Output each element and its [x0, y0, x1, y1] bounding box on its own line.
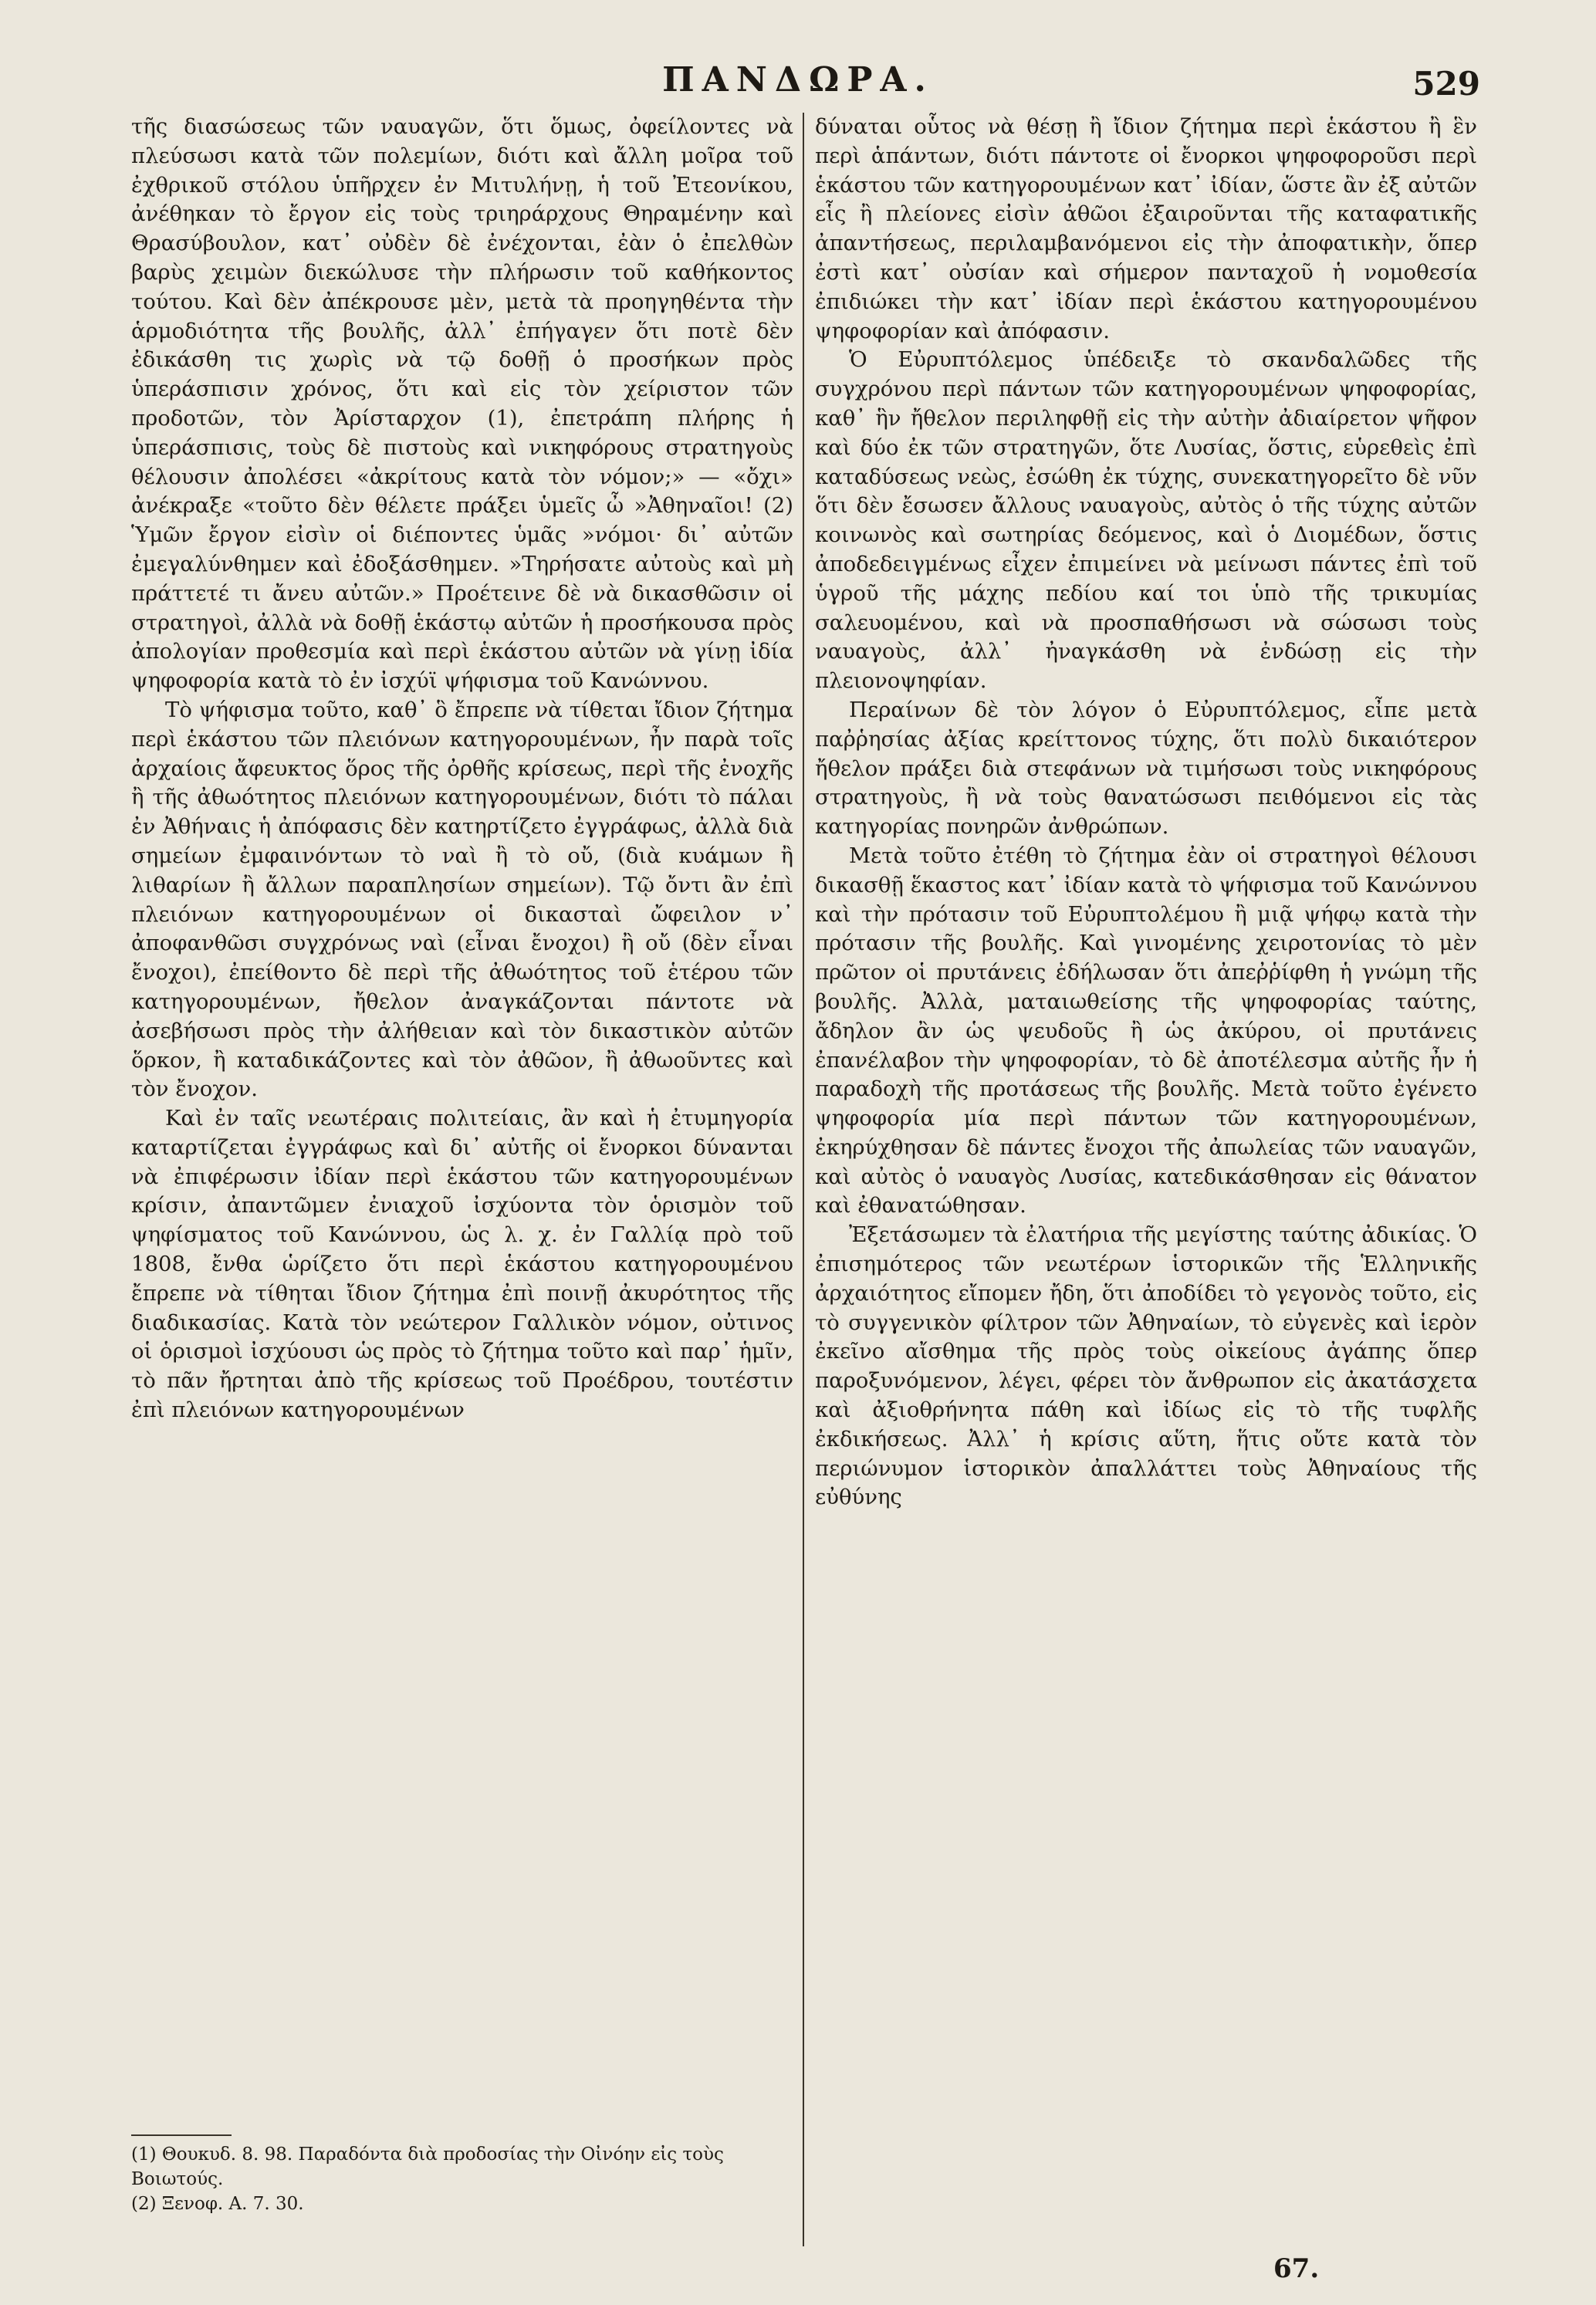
paragraph: Τὸ ψήφισμα τοῦτο, καθ᾽ ὃ ἔπρεπε νὰ τίθεται ἴδιον ζήτημα περὶ ἑκάστου τῶν πλειόνων κατηγορουμένων, ἦν παρὰ τοῖς ἀρχαίοις ἄφευκτος ὅρος τῆς ὀρθῆς κρίσεως, περὶ τῆς ἐνοχῆς ἢ τῆς ἀθωότητος πλειόνων κατηγορουμένων, διότι τὸ πάλαι ἐν Ἀθήναις ἡ ἀπόφασις δὲν κατηρτίζετο ἐγγράφως, ἀλλὰ διὰ σημείων ἐμφαινόντων τὸ ναὶ ἢ τὸ οὔ, (διὰ κυάμων ἢ λιθαρίων ἢ ἄλλων παραπλησίων σημείων). Τῷ ὄντι ἂν ἐπὶ πλειόνων κατηγορουμένων οἱ δικασταὶ ὤφειλον ν᾽ ἀποφανθῶσι συγχρόνως ναὶ (εἶναι ἔνοχοι) ἢ οὔ (δὲν εἶναι ἔνοχοι), ἐπείθοντο δὲ περὶ τῆς ἀθωότητος τοῦ ἑτέρου τῶν κατηγορουμένων, ἤθελον ἀναγκάζονται πάντοτε νὰ ἀσεβήσωσι πρὸς τὴν ἀλήθειαν καὶ τὸν δικαστικὸν αὐτῶν ὅρκον, ἢ καταδικάζοντες καὶ τὸν ἀθῶον, ἢ ἀθωοῦντες καὶ τὸν ἔνοχον.	[131, 697, 793, 1102]
left-column	[131, 113, 793, 1425]
column-divider	[803, 113, 804, 2246]
paragraph: Μετὰ τοῦτο ἐτέθη τὸ ζήτημα ἐὰν οἱ στρατηγοὶ θέλουσι δικασθῇ ἕκαστος κατ᾽ ἰδίαν κατὰ τὸ ψήφισμα τοῦ Κανώννου καὶ τὴν πρότασιν τοῦ Εὐρυπτολέμου ἢ μιᾷ ψήφῳ κατὰ τὴν πρότασιν τῆς βουλῆς. Καὶ γινομένης χειροτονίας τὸ μὲν πρῶτον οἱ πρυτάνεις ἐδήλωσαν ὅτι ἀπεῤῥίφθη ἡ γνώμη τῆς βουλῆς. Ἀλλὰ, ματαιωθείσης τῆς ψηφοφορίας ταύτης, ἄδηλον ἂν ὡς ψευδοῦς ἢ ὡς ἀκύρου, οἱ πρυτάνεις ἐπανέλαβον τὴν ψηφοφορίαν, τὸ δὲ ἀποτέλεσμα αὐτῆς ἦν ἡ παραδοχὴ τῆς προτάσεως τῆς βουλῆς. Μετὰ τοῦτο ἐγένετο ψηφοφορία μία περὶ πάντων τῶν κατηγορουμένων, ἐκηρύχθησαν δὲ πάντες ἔνοχοι τῆς ἀπωλείας τῶν ναυαγῶν, καὶ αὐτὸς ὁ ναυαγὸς Λυσίας, κατεδικάσθησαν εἰς θάνατον καὶ ἐθανατώθησαν.	[815, 843, 1477, 1218]
paragraph: Περαίνων δὲ τὸν λόγον ὁ Εὐρυπτόλεμος, εἶπε μετὰ παῤῥησίας ἀξίας κρείττονος τύχης, ὅτι πολὺ δικαιότερον ἤθελον πράξει διὰ στεφάνων νὰ τιμήσωσι τοὺς νικηφόρους στρατηγοὺς, ἢ νὰ τοὺς θανατώσωσι πειθόμενοι εἰς τὰς κατηγορίας πονηρῶν ἀνθρώπων.	[815, 697, 1477, 840]
paragraph: δύναται οὗτος νὰ θέσῃ ἢ ἴδιον ζήτημα περὶ ἑκάστου ἢ ἓν περὶ ἁπάντων, διότι πάντοτε οἱ ἔνορκοι ψηφοφοροῦσι περὶ ἑκάστου τῶν κατηγορουμένων κατ᾽ ἰδίαν, ὥστε ἂν ἐξ αὐτῶν εἷς ἢ πλείονες εἰσὶν ἀθῶοι ἐξαιροῦνται τῆς καταφατικῆς ἀπαντήσεως, περιλαμβανόμενοι εἰς τὴν ἀποφατικὴν, ὅπερ ἐστὶ κατ᾽ οὐσίαν καὶ σήμερον πανταχοῦ ἡ νομοθεσία ἐπιδιώκει τὴν κατ᾽ ἰδίαν περὶ ἑκάστου κατηγορουμένου ψηφοφορίαν καὶ ἀπόφασιν.	[815, 114, 1477, 343]
footnote: (2) Ξενοφ. Α. 7. 30.	[131, 2194, 304, 2214]
footnote: (1) Θουκυδ. 8. 98. Παραδόντα διὰ προδοσίας τὴν Οἰνόην εἰς τοὺς Βοιωτούς.	[131, 2144, 724, 2189]
footnotes	[131, 2142, 793, 2216]
paragraph: Καὶ ἐν ταῖς νεωτέραις πολιτείαις, ἂν καὶ ἡ ἐτυμηγορία καταρτίζεται ἐγγράφως καὶ δι᾽ αὐτῆς οἱ ἔνορκοι δύνανται νὰ ἐπιφέρωσιν ἰδίαν περὶ ἑκάστου τῶν κατηγορουμένων κρίσιν, ἀπαντῶμεν ἐνιαχοῦ ἰσχύοντα τὸν ὁρισμὸν τοῦ ψηφίσματος τοῦ Κανώννου, ὡς λ. χ. ἐν Γαλλίᾳ πρὸ τοῦ 1808, ἔνθα ὡρίζετο ὅτι περὶ ἑκάστου κατηγορουμένου ἔπρεπε νὰ τίθηται ἴδιον ζήτημα ἐπὶ ποινῇ ἀκυρότητος τῆς διαδικασίας. Κατὰ τὸν νεώτερον Γαλλικὸν νόμον, οὐτινος οἱ ὁρισμοὶ ἰσχύουσι ὡς πρὸς τὸ ζήτημα τοῦτο καὶ παρ᾽ ἡμῖν, τὸ πᾶν ἤρτηται ἀπὸ τῆς κρίσεως τοῦ Προέδρου, τουτέστιν ἐπὶ πλειόνων κατηγορουμένων	[131, 1106, 793, 1423]
right-column	[815, 113, 1477, 1512]
footnote-divider	[131, 2134, 232, 2136]
page-number: 529	[1412, 65, 1480, 103]
page-title: ΠΑΝΔΩΡΑ.	[662, 60, 934, 100]
paragraph: τῆς διασώσεως τῶν ναυαγῶν, ὅτι ὅμως, ὀφείλοντες νὰ πλεύσωσι κατὰ τῶν πολεμίων, διότι καὶ ἄλλη μοῖρα τοῦ ἐχθρικοῦ στόλου ὑπῆρχεν ἐν Μιτυλήνῃ, ἡ τοῦ Ἐτεονίκου, ἀνέθηκαν τὸ ἔργον εἰς τοὺς τριηράρχους Θηραμένην καὶ Θρασύβουλον, κατ᾽ οὐδὲν δὲ ἐνέχονται, ἐὰν ὁ ἐπελθὼν βαρὺς χειμὼν διεκώλυσε τὴν πλήρωσιν τοῦ καθήκοντος τούτου. Καὶ δὲν ἀπέκρουσε μὲν, μετὰ τὰ προηγηθέντα τὴν ἁρμοδιότητα τῆς βουλῆς, ἀλλ᾽ ἐπήγαγεν ὅτι ποτὲ δὲν ἐδικάσθη τις χωρὶς νὰ τῷ δοθῇ ὁ προσήκων πρὸς ὑπεράσπισιν χρόνος, ὅτι καὶ εἰς τὸν χείριστον τῶν προδοτῶν, τὸν Ἀρίσταρχον (1), ἐπετράπη πλήρης ἡ ὑπεράσπισις, τοὺς δὲ πιστοὺς καὶ νικηφόρους στρατηγοὺς θέλουσιν ἀπολέσει «ἀκρίτους κατὰ τὸν νόμον;» — «ὄχι» ἀνέκραξε «τοῦτο δὲν θέλετε πράξει ὑμεῖς ὦ »Ἀθηναῖοι! (2) Ὑμῶν ἔργον εἰσὶν οἱ διέποντες ὑμᾶς »νόμοι· δι᾽ αὐτῶν ἐμεγαλύνθημεν καὶ ἐδοξάσθημεν. »Τηρήσατε αὐτοὺς καὶ μὴ πράττετέ τι ἄνευ αὐτῶν.» Προέτεινε δὲ νὰ δικασθῶσιν οἱ στρατηγοὶ, ἀλλὰ νὰ δοθῇ ἑκάστῳ αὐτῶν ἡ προσήκουσα πρὸς ἀπολογίαν προθεσμία καὶ περὶ ἑκάστου αὐτῶν νὰ γίνῃ ἰδία ψηφοφορία κατὰ τὸ ἐν ἰσχύϊ ψήφισμα τοῦ Κανώννου.	[131, 114, 793, 694]
paragraph: Ὁ Εὐρυπτόλεμος ὑπέδειξε τὸ σκανδαλῶδες τῆς συγχρόνου περὶ πάντων τῶν κατηγορουμένων ψηφοφορίας, καθ᾽ ἣν ἤθελον περιληφθῇ εἰς τὴν αὐτὴν ἀδιαίρετον ψῆφον καὶ δύο ἐκ τῶν στρατηγῶν, ὅτε Λυσίας, ὅστις, εὑρεθεὶς ἐπὶ καταδύσεως νεὼς, ἐσώθη ἐκ τύχης, συνεκατηγορεῖτο δὲ νῦν ὅτι δὲν ἔσωσεν ἄλλους ναυαγοὺς, αὐτὸς ὁ τῆς τύχης αὐτῶν κοινωνὸς καὶ σωτηρίας δεόμενος, καὶ ὁ Διομέδων, ὅστις ἀποδεδειγμένως εἶχεν ἐπιμείνει νὰ μείνωσι πάντες ἐπὶ τοῦ ὑγροῦ τῆς μάχης πεδίου καί τοι ὑπὸ τῆς τρικυμίας σαλευομένου, καὶ νὰ προσπαθήσωσι νὰ σώσωσι τοὺς ναυαγοὺς, ἀλλ᾽ ἠναγκάσθη νὰ ἐνδώσῃ εἰς τὴν πλειονοψηφίαν.	[815, 347, 1477, 694]
signature-mark: 67.	[1273, 2253, 1320, 2284]
paragraph: Ἐξετάσωμεν τὰ ἐλατήρια τῆς μεγίστης ταύτης ἀδικίας. Ὁ ἐπισημότερος τῶν νεωτέρων ἱστορικῶν τῆς Ἑλληνικῆς ἀρχαιότητος εἴπομεν ἤδη, ὅτι ἀποδίδει τὸ γεγονὸς τοῦτο, εἰς τὸ συγγενικὸν φίλτρον τῶν Ἀθηναίων, τὸ εὐγενὲς καὶ ἱερὸν ἐκεῖνο αἴσθημα τῆς πρὸς τοὺς οἰκείους ἀγάπης ὅπερ παροξυνόμενον, λέγει, φέρει τὸν ἄνθρωπον εἰς ἀκατάσχετα καὶ ἀξιοθρήνητα πάθη καὶ ἰδίως εἰς τὸ τῆς τυφλῆς ἐκδικήσεως. Ἀλλ᾽ ἡ κρίσις αὕτη, ἥτις οὔτε κατὰ τὸν περιώνυμον ἱστορικὸν ἀπαλλάττει τοὺς Ἀθηναίους τῆς εὐθύνης	[815, 1222, 1477, 1510]
